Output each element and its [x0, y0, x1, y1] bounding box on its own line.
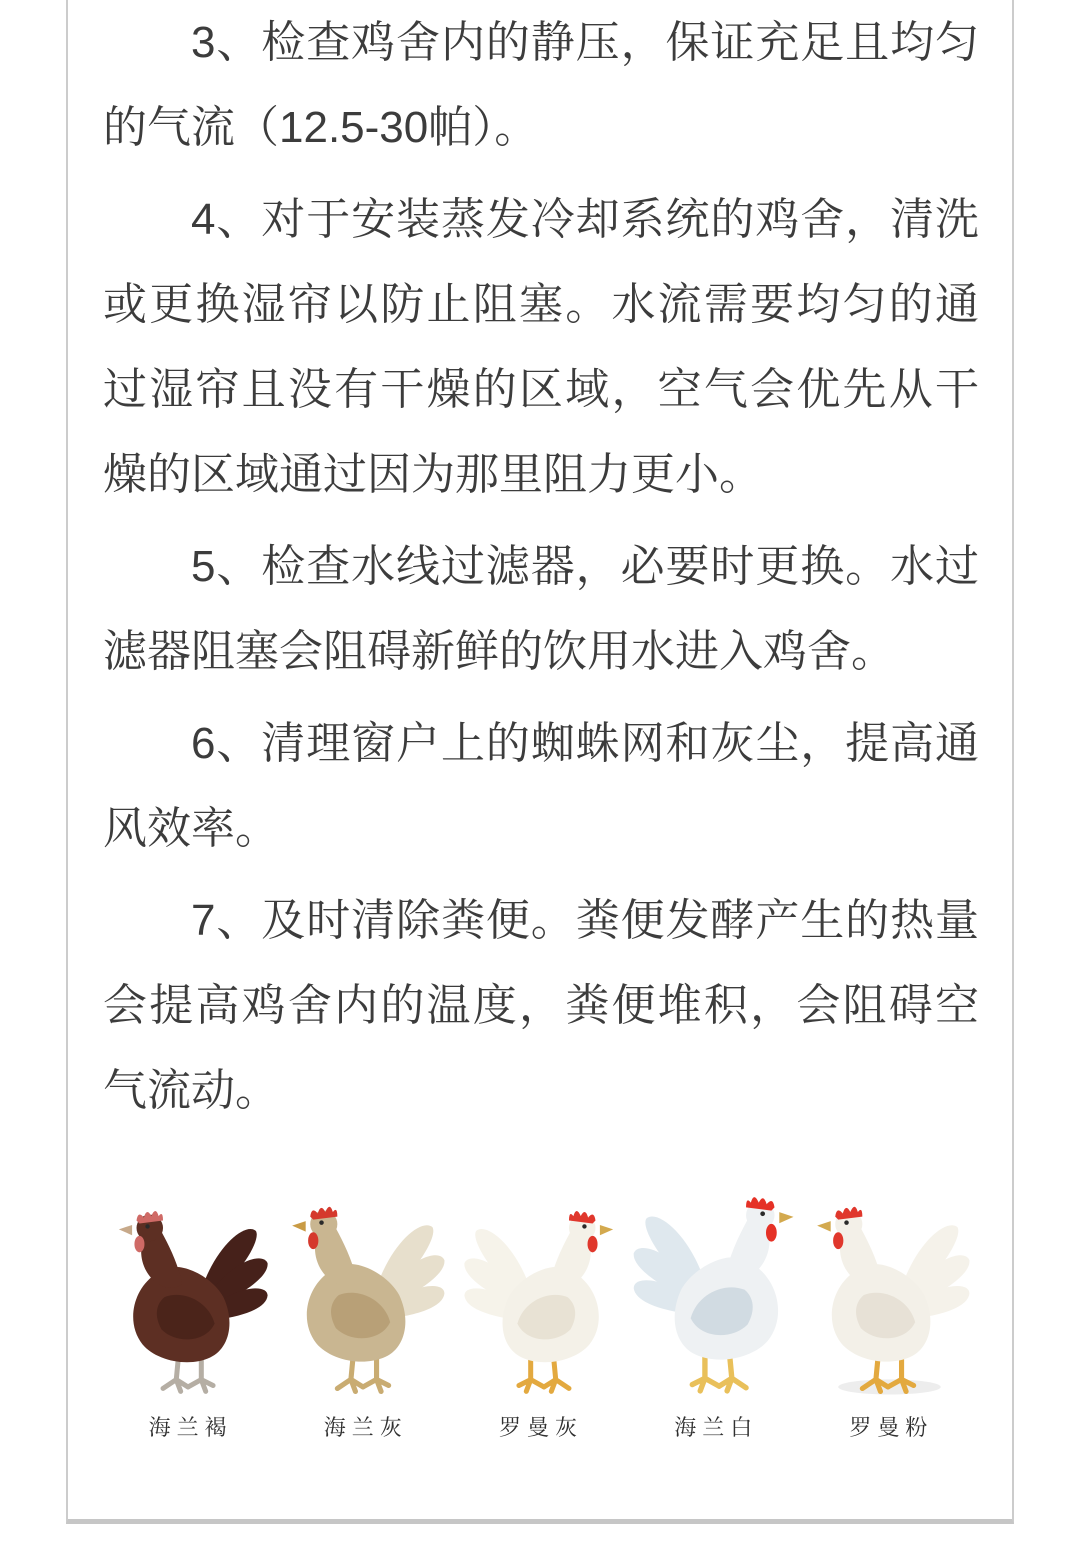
- content-frame: [66, 0, 1014, 1524]
- chicken-breed-label: 罗曼粉: [849, 1415, 934, 1440]
- chicken-breed-label: 海兰灰: [323, 1415, 408, 1440]
- article-paragraph: 3、检查鸡舍内的静压，保证充足且均匀的气流（12.5-30帕）。: [103, 18, 979, 152]
- chicken-illustration: [460, 1207, 622, 1399]
- chicken-breed-item: [804, 1203, 979, 1442]
- chicken-breed-label: 海兰褐: [148, 1415, 233, 1440]
- chicken-breed-label: 罗曼灰: [499, 1415, 584, 1440]
- article-body: [103, 0, 979, 1133]
- chicken-breed-label: 海兰白: [674, 1415, 759, 1440]
- chicken-breed-item: [103, 1207, 278, 1442]
- article-paragraph: 7、及时清除粪便。粪便发酵产生的热量会提高鸡舍内的温度，粪便堆积，会阻碍空气流动。: [103, 896, 979, 1115]
- chicken-illustration: [808, 1203, 974, 1399]
- article-paragraph: 6、清理窗户上的蜘蛛网和灰尘，提高通风效率。: [103, 719, 979, 853]
- chicken-breed-item: [453, 1207, 628, 1442]
- chicken-row: [103, 1193, 979, 1442]
- chicken-breeds-figure: [103, 1193, 979, 1442]
- article-paragraph: 5、检查水线过滤器，必要时更换。水过滤器阻塞会阻碍新鲜的饮用水进入鸡舍。: [103, 542, 979, 676]
- chicken-illustration: [110, 1207, 272, 1399]
- chicken-illustration: [283, 1203, 449, 1399]
- chicken-illustration: [629, 1193, 803, 1399]
- article-paragraph: 4、对于安装蒸发冷却系统的鸡舍，清洗或更换湿帘以防止阻塞。水流需要均匀的通过湿帘且没有干燥的区域，空气会优先从干燥的区域通过因为那里阻力更小。: [103, 195, 979, 499]
- chicken-breed-item: [278, 1203, 453, 1442]
- chicken-breed-item: [629, 1193, 804, 1442]
